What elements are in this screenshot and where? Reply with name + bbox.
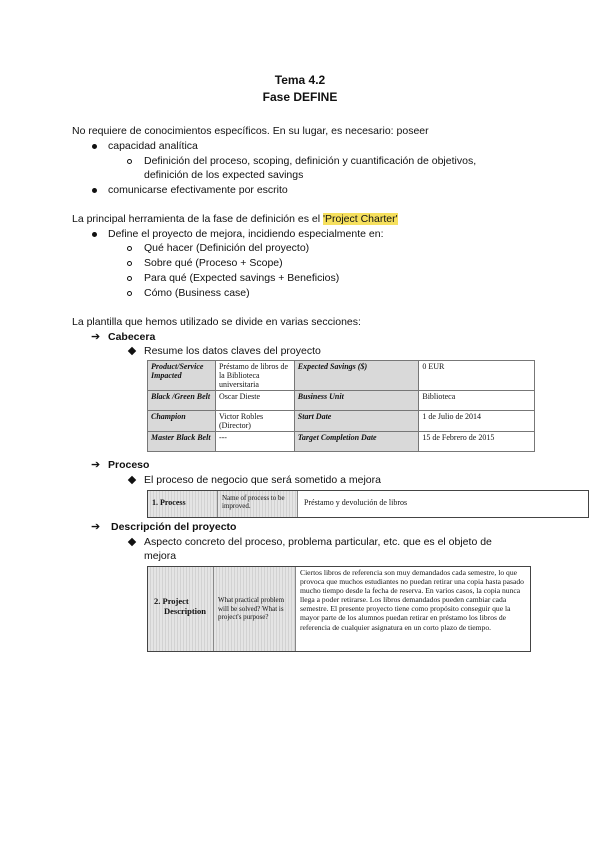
table-cell: 15 de Febrero de 2015 <box>419 432 535 452</box>
page-title: Tema 4.2 <box>274 73 326 87</box>
bullet-icon <box>92 232 97 237</box>
process-label: 1. Process <box>148 491 218 517</box>
page-subtitle: Fase DEFINE <box>262 90 338 104</box>
table-cell: Target Completion Date <box>294 432 419 452</box>
charter-subitem-4: Cómo (Business case) <box>144 287 250 299</box>
header-table <box>147 360 535 452</box>
process-table <box>147 490 589 518</box>
table-cell: Victor Robles (Director) <box>215 411 294 432</box>
section-heading-cabecera: Cabecera <box>108 331 156 343</box>
table-row <box>148 391 535 411</box>
description-label-line2: Description <box>164 606 207 616</box>
charter-subitem-2: Sobre qué (Proceso + Scope) <box>144 257 283 269</box>
section-heading-proceso: Proceso <box>108 459 150 471</box>
table-cell: Oscar Dieste <box>215 391 294 411</box>
charter-subitem-3: Para qué (Expected savings + Beneficios) <box>144 272 340 284</box>
bullet-icon <box>92 144 97 149</box>
circle-bullet-icon <box>127 261 132 266</box>
section-detail-cabecera: Resume los datos claves del proyecto <box>144 345 321 357</box>
intro-item-1: capacidad analítica <box>108 140 198 152</box>
description-question: What practical problem will be solved? What is project's purpose? <box>214 567 296 651</box>
description-label <box>148 567 214 651</box>
arrow-right-icon: ➔ <box>91 331 101 343</box>
table-cell: Biblioteca <box>419 391 535 411</box>
table-cell: Expected Savings ($) <box>294 361 419 391</box>
intro-subitem-line1: Definición del proceso, scoping, definición y cuantificación de objetivos, <box>144 155 477 167</box>
section-heading-descripcion: Descripción del proyecto <box>111 521 237 533</box>
table-cell: 1 de Julio de 2014 <box>419 411 535 432</box>
description-table <box>147 566 531 652</box>
table-row <box>148 361 535 391</box>
charter-bullet: Define el proyecto de mejora, incidiendo especialmente en: <box>108 228 384 240</box>
charter-subitem-1: Qué hacer (Definición del proyecto) <box>144 242 310 254</box>
diamond-bullet-icon <box>128 347 136 355</box>
table-cell: Start Date <box>294 411 419 432</box>
table-cell: --- <box>215 432 294 452</box>
intro-item-2: comunicarse efectivamente por escrito <box>108 184 288 196</box>
section-detail-proceso: El proceso de negocio que será sometido a mejora <box>144 474 381 486</box>
table-cell: 0 EUR <box>419 361 535 391</box>
section-detail-descripcion-line1: Aspecto concreto del proceso, problema particular, etc. que es el objeto de <box>144 536 492 548</box>
description-label-line1: 2. Project <box>154 596 189 606</box>
project-charter-highlight: 'Project Charter' <box>323 213 398 225</box>
circle-bullet-icon <box>127 291 132 296</box>
description-value: Ciertos libros de referencia son muy demandados cada semestre, lo que provoca que muchos estudiantes no puedan retirar una copia hasta pasado mucho tiempo desde la fecha de reserva. En varios casos, la copia nunca llega a poder retirarse. Los libros demandados pueden cambiar cada semestre. El presente proyecto tiene como propósito conseguir que la mayor parte de los alumnos puedan retirar en préstamo los libros de referencia de cualquier asignatura en un corto plazo de tiempo. <box>300 568 524 632</box>
arrow-right-icon: ➔ <box>91 521 101 533</box>
table-cell: Product/Service Impacted <box>148 361 216 391</box>
section-detail-descripcion-line2: mejora <box>144 550 177 562</box>
table-cell: Préstamo de libros de la Biblioteca universitaria <box>215 361 294 391</box>
table-cell: Champion <box>148 411 216 432</box>
circle-bullet-icon <box>127 276 132 281</box>
intro-text: No requiere de conocimientos específicos. En su lugar, es necesario: poseer <box>72 125 429 137</box>
charter-text-before: La principal herramienta de la fase de definición es el <box>72 213 323 225</box>
process-value: Préstamo y devolución de libros <box>304 498 408 507</box>
diamond-bullet-icon <box>128 476 136 484</box>
arrow-right-icon: ➔ <box>91 459 101 471</box>
table-cell: Black /Green Belt <box>148 391 216 411</box>
circle-bullet-icon <box>127 159 132 164</box>
template-text: La plantilla que hemos utilizado se divide en varias secciones: <box>72 316 361 328</box>
diamond-bullet-icon <box>128 538 136 546</box>
table-row <box>148 411 535 432</box>
circle-bullet-icon <box>127 246 132 251</box>
bullet-icon <box>92 188 97 193</box>
table-cell: Business Unit <box>294 391 419 411</box>
charter-text <box>72 212 398 226</box>
process-question: Name of process to be improved. <box>218 491 298 517</box>
intro-subitem-line2: definición de los expected savings <box>144 169 304 181</box>
table-cell: Master Black Belt <box>148 432 216 452</box>
table-row <box>148 432 535 452</box>
